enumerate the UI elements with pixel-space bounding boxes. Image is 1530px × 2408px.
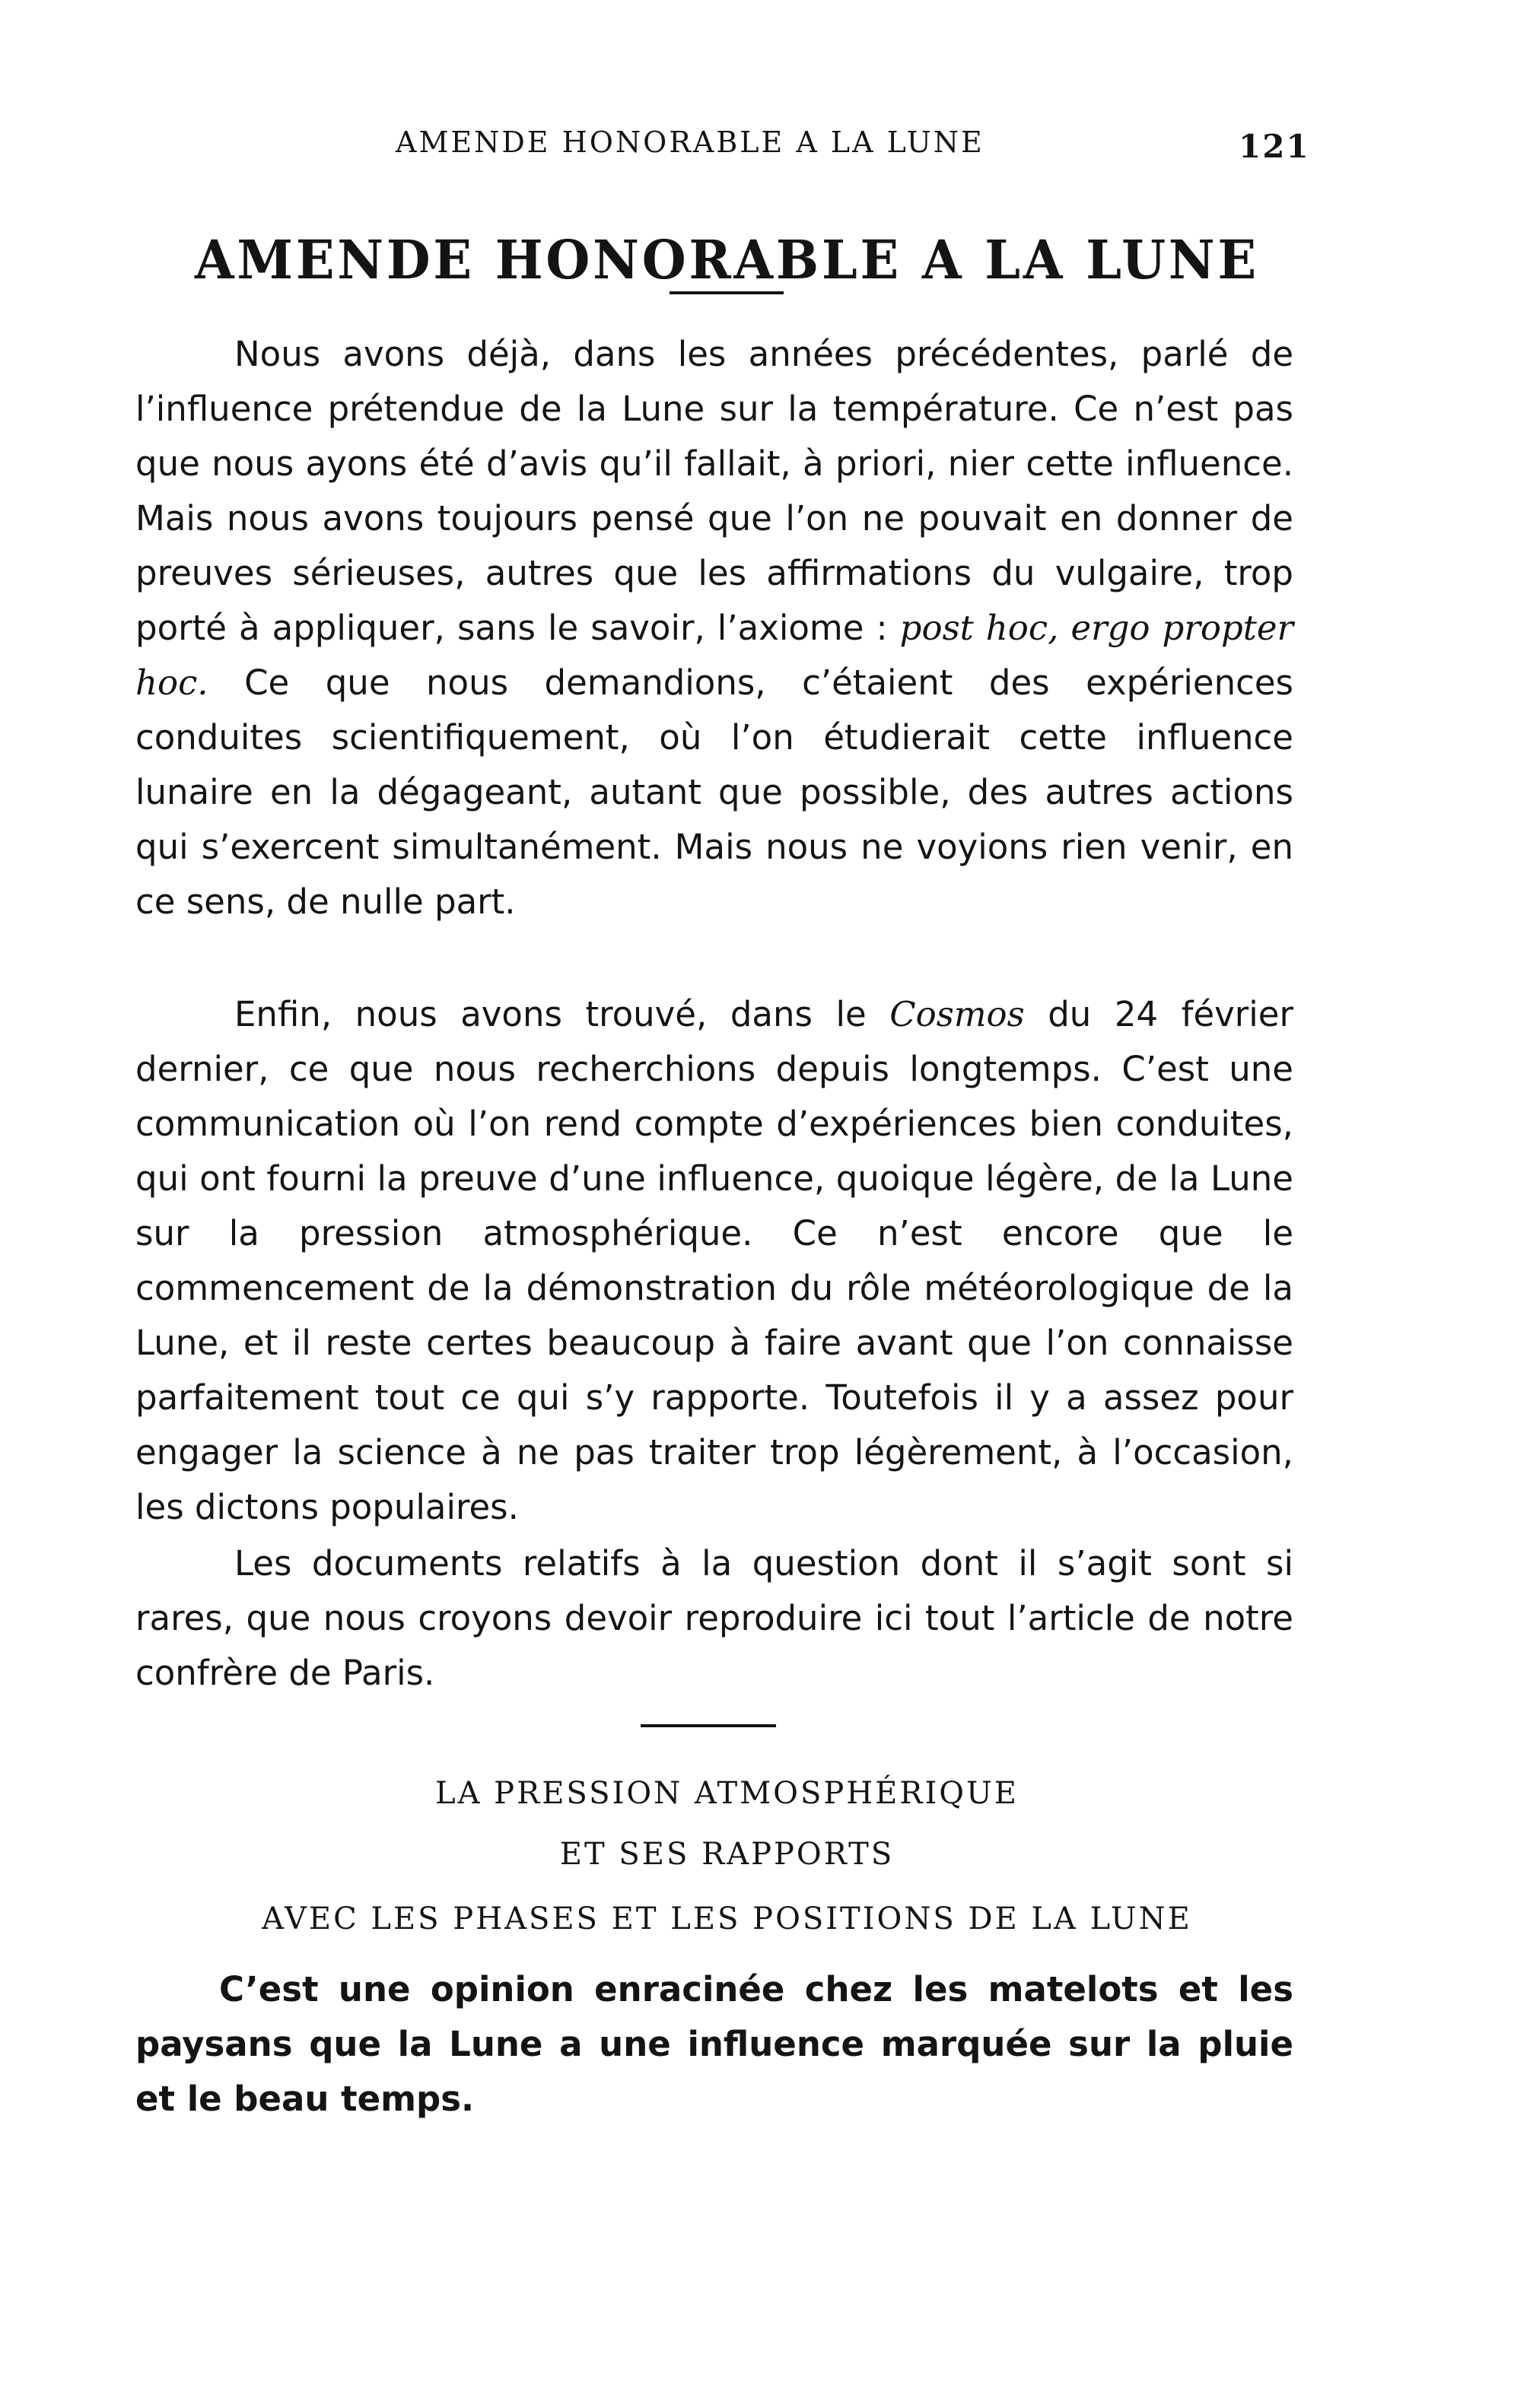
paragraph-1-text-b: Ce que nous demandions, c’étaient des expériences conduites scientifiquement, où l’on étudierait cette influence lunaire en la dégageant, autant que possible, des autres actions qui s’exercent simultanément. Mais nous ne voyions rien venir, en ce sens, de nulle part. — [135, 662, 1293, 922]
paragraph-2 — [135, 987, 1293, 1535]
paragraph-1 — [135, 327, 1293, 929]
paragraph-2-text-a: Enfin, nous avons trouvé, dans le — [234, 994, 890, 1034]
page-number: 121 — [1239, 128, 1310, 165]
quoted-heading-line-2: ET SES RAPPORTS — [559, 1837, 895, 1872]
quoted-paragraph-1: C’est une opinion enracinée chez les matelots et les paysans que la Lune a une influence marquée sur la pluie et le beau temps. — [135, 1969, 1293, 2119]
quoted-heading-line-3: AVEC LES PHASES ET LES POSITIONS DE LA LUNE — [262, 1901, 1192, 1936]
paragraph-1-latin-axiom: post hoc, ergo propter hoc. — [135, 608, 1293, 703]
article-title: AMENDE HONORABLE A LA LUNE — [195, 227, 1259, 291]
title-divider — [670, 291, 784, 294]
paragraph-1-text-a: Nous avons déjà, dans les années précédentes, parlé de l’influence prétendue de la Lune sur la température. Ce n’est pas que nous ayons été d’avis qu’il fallait, à priori, nier cette influence. Mais nous avons toujours pensé que l’on ne pouvait en donner de preuves sérieuses, autres que les affirmations du vulgaire, trop porté à appliquer, sans le savoir, l’axiome : — [135, 334, 1293, 648]
paragraph-3: Les documents relatifs à la question dont il s’agit sont si rares, que nous croyons devoir reproduire ici tout l’article de notre confrère de Paris. — [135, 1543, 1293, 1693]
paragraph-2-text-b: du 24 février dernier, ce que nous recherchions depuis longtemps. C’est une communication où l’on rend compte d’expériences bien conduites, qui ont fourni la preuve d’une influence, quoique légère, de la Lune sur la pression atmosphérique. Ce n’est encore que le commencement de la démonstration du rôle météorologique de la Lune, et il reste certes beaucoup à faire avant que l’on connaisse parfaitement tout ce qui s’y rapporte. Toutefois il y a assez pour engager la science à ne pas traiter trop légèrement, à l’occasion, les dictons populaires. — [135, 994, 1293, 1527]
quoted-heading-line-1: LA PRESSION ATMOSPHÉRIQUE — [435, 1776, 1019, 1811]
paragraph-2-journal-title: Cosmos — [889, 994, 1025, 1034]
running-head: AMENDE HONORABLE A LA LUNE — [396, 125, 984, 159]
section-divider — [641, 1724, 776, 1727]
